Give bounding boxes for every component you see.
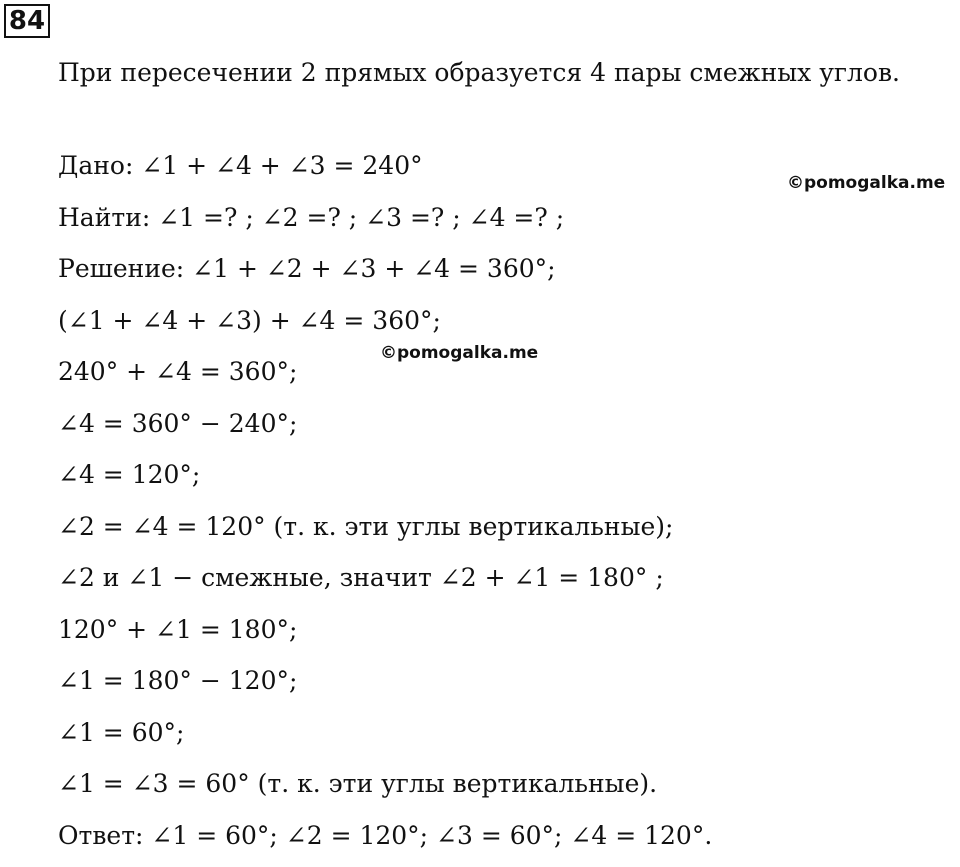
solution-line: ∠1 = ∠3 = 60° (т. к. эти углы вертикальные). bbox=[58, 764, 712, 816]
find-line: Найти: ∠1 =? ; ∠2 =? ; ∠3 =? ; ∠4 =? ; bbox=[58, 198, 712, 250]
solution-line: ∠4 = 120°; bbox=[58, 455, 712, 507]
watermark: ©pomogalka.me bbox=[380, 343, 538, 363]
answer-line: Ответ: ∠1 = 60°; ∠2 = 120°; ∠3 = 60°; ∠4 = 120°. bbox=[58, 816, 712, 867]
solution-line: ∠1 = 180° − 120°; bbox=[58, 661, 712, 713]
task-number: 84 bbox=[4, 4, 50, 38]
solution-line: 240° + ∠4 = 360°; bbox=[58, 352, 712, 404]
solution-line: 120° + ∠1 = 180°; bbox=[58, 610, 712, 662]
solution-line: ∠2 = ∠4 = 120° (т. к. эти углы вертикальные); bbox=[58, 507, 712, 559]
intro-text: При пересечении 2 прямых образуется 4 пары смежных углов. bbox=[58, 56, 900, 90]
solution-line: ∠2 и ∠1 − смежные, значит ∠2 + ∠1 = 180° ; bbox=[58, 558, 712, 610]
solution-line: Решение: ∠1 + ∠2 + ∠3 + ∠4 = 360°; bbox=[58, 249, 712, 301]
solution-line: (∠1 + ∠4 + ∠3) + ∠4 = 360°; bbox=[58, 301, 712, 353]
watermark: ©pomogalka.me bbox=[787, 173, 945, 193]
solution-line: ∠4 = 360° − 240°; bbox=[58, 404, 712, 456]
solution-lines bbox=[58, 146, 712, 867]
given-line: Дано: ∠1 + ∠4 + ∠3 = 240° bbox=[58, 146, 712, 198]
solution-line: ∠1 = 60°; bbox=[58, 713, 712, 765]
